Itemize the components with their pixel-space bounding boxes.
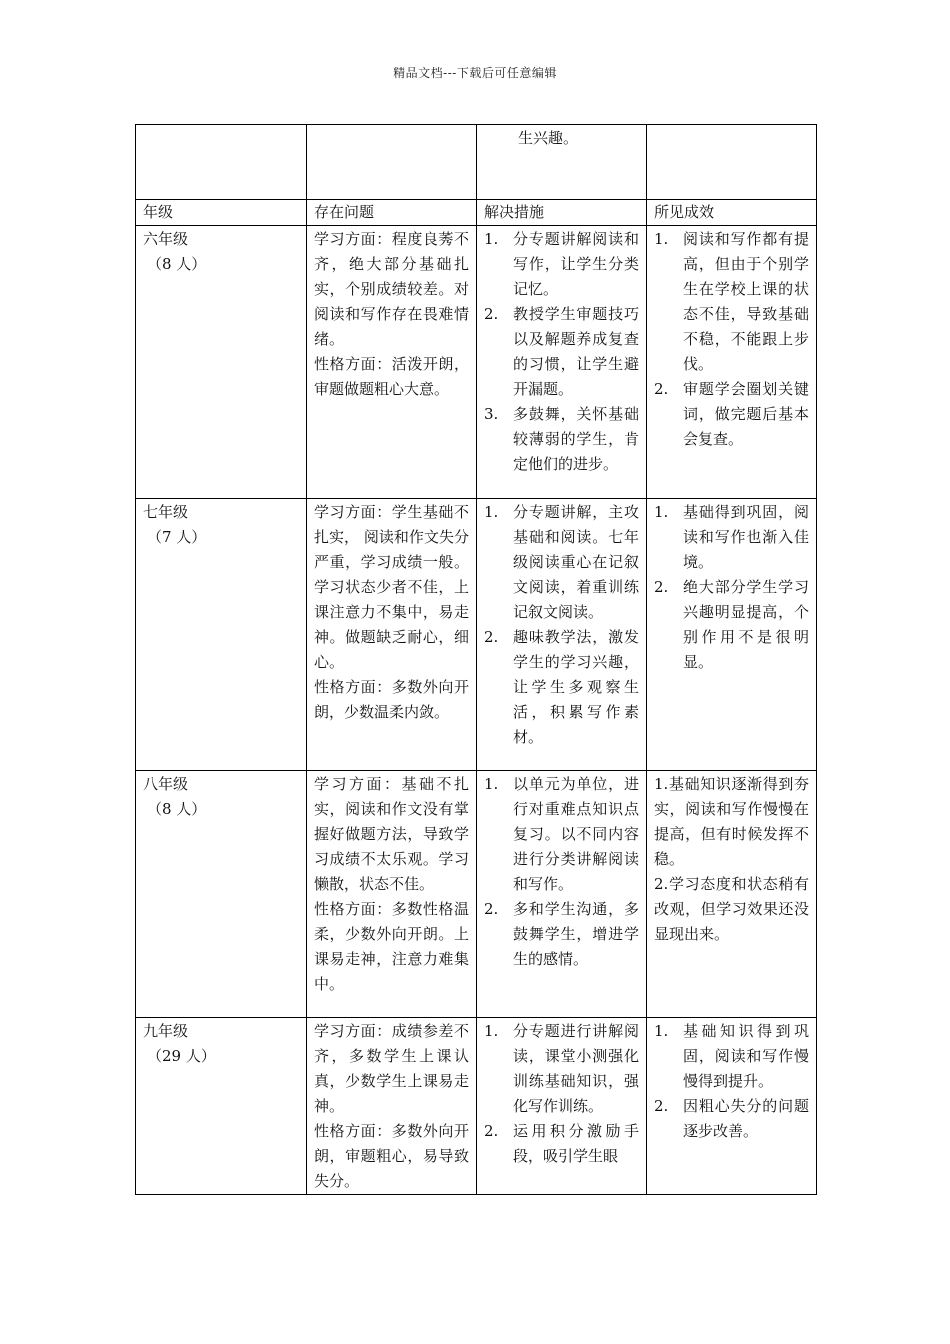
column-header-results: 所见成效 (647, 200, 817, 226)
results-cell (647, 1018, 817, 1195)
empty-cell (307, 125, 477, 200)
problem-text: 学习方面：成绩参差不齐，多数学生上课认真，少数学生上课易走神。 (314, 1022, 469, 1115)
problem-text: 学习方面：基础不扎实，阅读和作文没有掌握好做题方法，导致学习成绩不太乐观。学习懒散，状态不佳。 (314, 775, 469, 893)
empty-cell (136, 125, 307, 200)
grade-name: 六年级 (143, 230, 189, 248)
continuation-text: 生兴趣。 (518, 129, 579, 147)
list-item: 1. 分专题讲解，主攻基础和阅读。七年级阅读重心在记叙文阅读，着重训练记叙文阅读。 (484, 503, 639, 621)
list-item: 2. 趣味教学法，激发学生的学习兴趣，让学生多观察生活，积累写作素材。 (484, 628, 639, 746)
results-cell (647, 226, 817, 499)
problems-cell (307, 499, 477, 771)
student-count: （29 人） (147, 1047, 216, 1065)
problem-text: 性格方面：多数外向开朗，审题粗心，易导致失分。 (314, 1122, 469, 1190)
measures-cell (477, 226, 647, 499)
results-cell (647, 771, 817, 1018)
grade-cell (136, 1018, 307, 1195)
list-item: 1. 基础知识得到巩固，阅读和写作慢慢得到提升。 (654, 1022, 809, 1090)
continuation-cell (477, 125, 647, 200)
student-count: （8 人） (147, 255, 207, 273)
measures-cell (477, 499, 647, 771)
results-cell (647, 499, 817, 771)
table-row (136, 226, 817, 499)
student-count: （7 人） (147, 528, 207, 546)
grade-cell (136, 499, 307, 771)
continuation-row (136, 125, 817, 200)
problem-text: 学习方面：程度良莠不齐，绝大部分基础扎实，个别成绩较差。对阅读和写作存在畏难情绪。 (314, 230, 469, 348)
list-item: 1. 分专题进行讲解阅读，课堂小测强化训练基础知识，强化写作训练。 (484, 1022, 639, 1115)
problem-text: 性格方面：活泼开朗，审题做题粗心大意。 (314, 355, 469, 398)
list-item: 2. 教授学生审题技巧以及解题养成复查的习惯，让学生避开漏题。 (484, 305, 639, 398)
table-row (136, 771, 817, 1018)
grade-name: 七年级 (143, 503, 189, 521)
list-item: 1. 基础得到巩固，阅读和写作也渐入佳境。 (654, 503, 809, 571)
result-text: 2.学习态度和状态稍有改观，但学习效果还没显现出来。 (654, 875, 809, 943)
grade-cell (136, 226, 307, 499)
list-item: 3. 多鼓舞，关怀基础较薄弱的学生，肯定他们的进步。 (484, 405, 639, 473)
list-item: 2. 审题学会圈划关键词，做完题后基本会复查。 (654, 380, 809, 448)
measures-cell (477, 1018, 647, 1195)
list-item: 2. 多和学生沟通，多鼓舞学生，增进学生的感情。 (484, 900, 639, 968)
problem-text: 学习方面：学生基础不扎实， 阅读和作文失分严重，学习成绩一般。学习状态少者不佳，上课注意力不集中，易走神。做题缺乏耐心，细心。 (314, 503, 469, 671)
column-header-measures: 解决措施 (477, 200, 647, 226)
problem-text: 性格方面：多数性格温柔，少数外向开朗。上课易走神，注意力难集中。 (314, 900, 469, 993)
problems-cell (307, 771, 477, 1018)
column-header-grade: 年级 (136, 200, 307, 226)
grade-summary-table (135, 124, 817, 1195)
grade-cell (136, 771, 307, 1018)
page-header: 精品文档---下载后可任意编辑 (393, 66, 557, 80)
table-row (136, 1018, 817, 1195)
result-text: 1.基础知识逐渐得到夯实，阅读和写作慢慢在提高，但有时候发挥不稳。 (654, 775, 809, 868)
list-item: 2. 因粗心失分的问题逐步改善。 (654, 1097, 809, 1140)
list-item: 1. 以单元为单位，进行对重难点知识点复习。以不同内容进行分类讲解阅读和写作。 (484, 775, 639, 893)
list-item: 2. 运用积分激励手段，吸引学生眼 (484, 1122, 639, 1165)
grade-name: 八年级 (143, 775, 189, 793)
table-row (136, 499, 817, 771)
problems-cell (307, 1018, 477, 1195)
empty-cell (647, 125, 817, 200)
list-item: 1. 阅读和写作都有提高，但由于个别学生在学校上课的状态不佳，导致基础不稳，不能跟上步伐。 (654, 230, 809, 373)
grade-name: 九年级 (143, 1022, 189, 1040)
list-item: 2. 绝大部分学生学习兴趣明显提高，个别作用不是很明显。 (654, 578, 809, 671)
problem-text: 性格方面：多数外向开朗，少数温柔内敛。 (314, 678, 469, 721)
column-header-problems: 存在问题 (307, 200, 477, 226)
problems-cell (307, 226, 477, 499)
list-item: 1. 分专题讲解阅读和写作，让学生分类记忆。 (484, 230, 639, 298)
header-row (136, 200, 817, 226)
student-count: （8 人） (147, 800, 207, 818)
measures-cell (477, 771, 647, 1018)
